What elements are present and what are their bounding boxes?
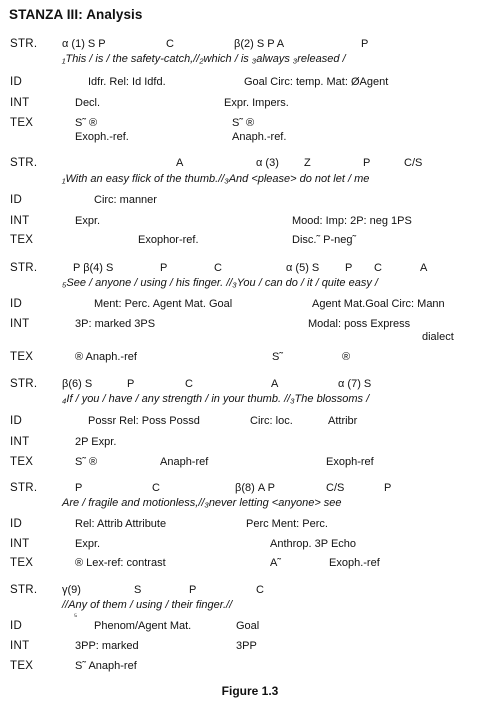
int-row [0,436,500,452]
id-cell: Idfr. Rel: Id Idfd. [88,76,166,88]
poem-line: ₁With an easy flick of the thumb.//₃And <please> do not let / me [62,173,370,185]
str-row [0,584,500,600]
id-cell: Goal [236,620,260,632]
str-cell: α (7) S [338,378,372,390]
row-label-tex: TEX [10,234,34,246]
row-label-int: INT [10,640,30,652]
row-label-id: ID [10,518,23,530]
str-cell: A [176,157,184,169]
int-row [0,640,500,656]
int-cell: Modal: poss Express [308,318,411,330]
str-cell: C/S [404,157,423,169]
row-label-int: INT [10,436,30,448]
id-cell: Attribr [328,415,358,427]
row-label-tex: TEX [10,117,34,129]
id-cell: Agent Mat.Goal Circ: Mann [312,298,445,310]
str-cell: S [134,584,142,596]
tex-row [0,660,500,676]
str-cell: C [256,584,264,596]
row-label-id: ID [10,415,23,427]
row-label-tex: TEX [10,660,34,672]
id-cell: Goal Circ: temp. Mat: ØAgent [244,76,389,88]
poem-line: //Any of them / using / their finger.// [62,599,233,611]
int-cell: Anthrop. 3P Echo [270,538,357,550]
int-row [0,215,500,231]
id-cell: Rel: Attrib Attribute [75,518,167,530]
tex-cell: ® Anaph.-ref [75,351,137,363]
row-label-tex: TEX [10,557,34,569]
id-row [0,194,500,210]
page-title: STANZA III: Analysis [9,7,143,22]
row-label-str: STR. [10,38,38,50]
str-cell: P [363,157,371,169]
str-cell: C [166,38,174,50]
str-cell: β(8) A P [235,482,275,494]
int-cell: Expr. [75,538,101,550]
str-cell: α (3) [256,157,279,169]
str-cell: α (5) S [286,262,320,274]
str-row [0,482,500,498]
str-cell: P β(4) S [73,262,114,274]
str-cell: β(6) S [62,378,93,390]
row-label-str: STR. [10,482,38,494]
int-cell: 3P: marked 3PS [75,318,156,330]
row-label-int: INT [10,318,30,330]
tex-cell: S˜ [272,351,283,363]
tex-row [0,456,500,472]
row-label-str: STR. [10,378,38,390]
int-row [0,538,500,554]
str-cell: C [152,482,160,494]
str-cell: C [214,262,222,274]
id-cell: Phenom/Agent Mat. [94,620,192,632]
str-row [0,262,500,278]
str-cell: P [345,262,353,274]
str-row [0,38,500,54]
str-cell: P [361,38,369,50]
id-cell: Possr Rel: Poss Possd [88,415,200,427]
tex-row [0,351,500,367]
row-label-int: INT [10,97,30,109]
id-row [0,415,500,431]
str-cell: C [185,378,193,390]
tex-subcell: Exoph.-ref. [75,131,129,143]
tex-subcell: Anaph.-ref. [232,131,287,143]
poem-line: Are / fragile and motionless,//₃never letting <anyone> see [62,497,342,509]
poem-line: ₅See / anyone / using / his finger. //₃You / can do / it / quite easy / [62,277,378,289]
str-cell: P [384,482,392,494]
figure-caption: Figure 1.3 [221,684,279,698]
str-cell: P [75,482,83,494]
str-cell: Z [304,157,311,169]
str-cell: C/S [326,482,345,494]
str-cell: A [271,378,279,390]
row-label-id: ID [10,76,23,88]
id-row [0,620,500,636]
id-cell: Perc Ment: Perc. [246,518,328,530]
int-cell: Decl. [75,97,101,109]
tex-cell: Anaph-ref [160,456,209,468]
int-cell: 3PP [236,640,257,652]
row-label-id: ID [10,620,23,632]
id-row [0,76,500,92]
tex-cell: S˜ ® [75,117,98,129]
str-cell: β(2) S P A [234,38,285,50]
row-label-str: STR. [10,584,38,596]
row-label-tex: TEX [10,456,34,468]
int-cell: 3PP: marked [75,640,139,652]
id-row [0,298,500,314]
line-number: ⁵ [74,612,78,621]
poem-line: ₁This / is / the safety-catch,//₂which / is ₃always ₃released / [62,53,346,65]
str-cell: P [189,584,197,596]
tex-cell: A˜ [270,557,281,569]
row-label-id: ID [10,194,23,206]
int-cell: 2P Expr. [75,436,117,448]
tex-cell: ® Lex-ref: contrast [75,557,166,569]
str-cell: C [374,262,382,274]
int-cell: Expr. [75,215,101,227]
poem-line: ₄If / you / have / any strength / in your thumb. //₃The blossoms / [62,393,370,405]
id-row [0,518,500,534]
tex-cell: Disc.˜ P-neg˜ [292,234,357,246]
tex-cell: S˜ Anaph-ref [75,660,137,672]
id-cell: Circ: loc. [250,415,293,427]
tex-cell: ® [342,351,351,363]
row-label-id: ID [10,298,23,310]
int-row [0,97,500,113]
tex-cell: S˜ ® [75,456,98,468]
str-cell: γ(9) [62,584,81,596]
row-label-int: INT [10,215,30,227]
int-subcell: dialect [422,331,454,343]
str-cell: α (1) S P [62,38,106,50]
tex-cell: Exoph-ref [326,456,374,468]
tex-cell: Exoph.-ref [329,557,380,569]
tex-row [0,234,500,250]
row-label-tex: TEX [10,351,34,363]
id-cell: Circ: manner [94,194,157,206]
str-cell: A [420,262,428,274]
id-cell: Ment: Perc. Agent Mat. Goal [94,298,233,310]
int-cell: Mood: Imp: 2P: neg 1PS [292,215,412,227]
str-row [0,157,500,173]
str-cell: P [160,262,168,274]
row-label-str: STR. [10,262,38,274]
tex-row [0,557,500,573]
row-label-str: STR. [10,157,38,169]
str-cell: P [127,378,135,390]
int-cell: Expr. Impers. [224,97,289,109]
tex-cell: S˜ ® [232,117,255,129]
str-row [0,378,500,394]
row-label-int: INT [10,538,30,550]
tex-cell: Exophor-ref. [138,234,199,246]
